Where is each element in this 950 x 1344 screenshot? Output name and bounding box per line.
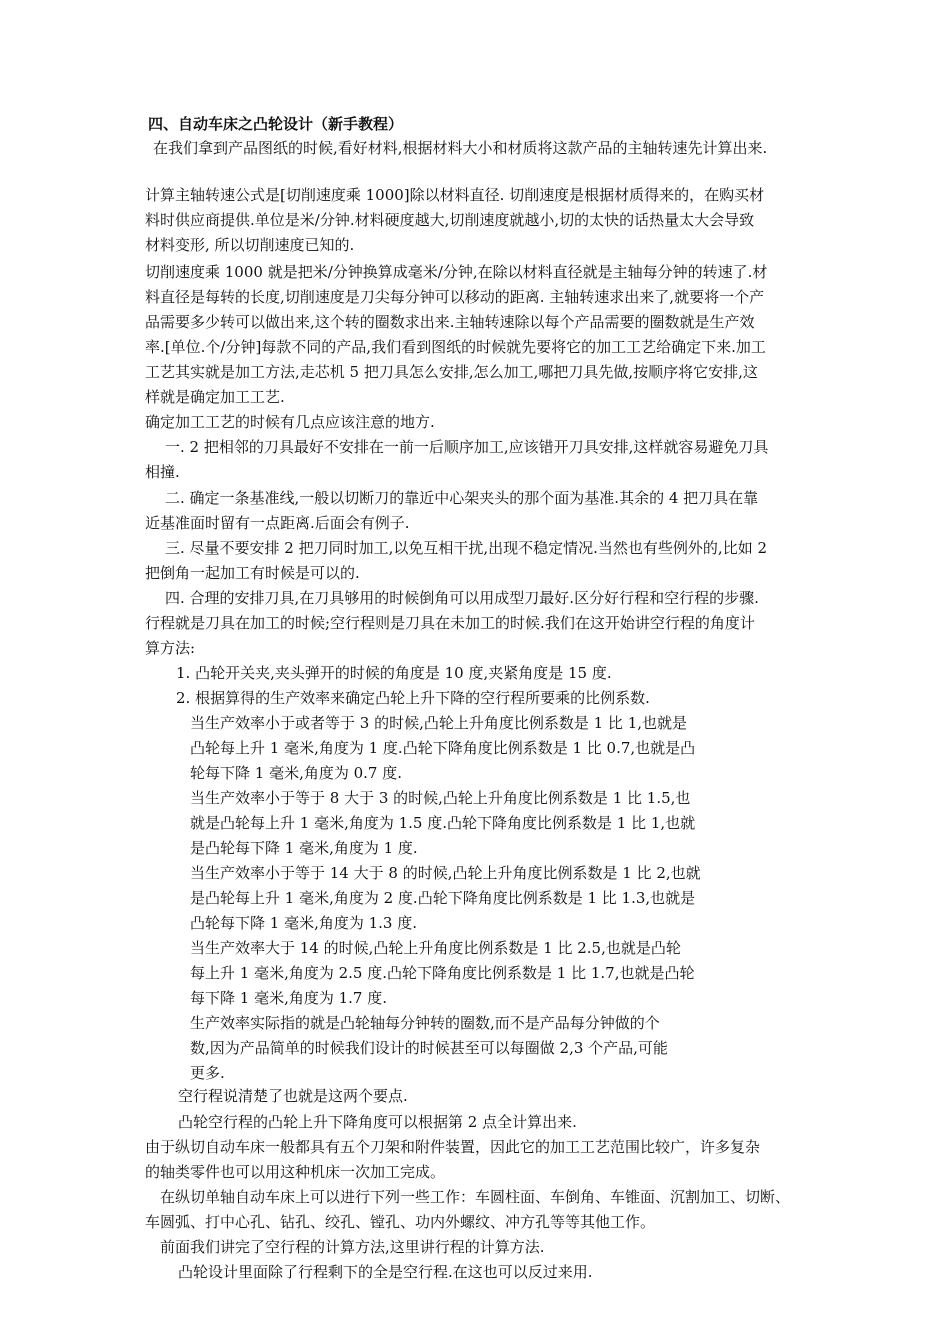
paragraph-line: 材料变形, 所以切削速度已知的. (145, 236, 355, 254)
paragraph-line: 车圆弧、打中心孔、钻孔、绞孔、镗孔、功内外螺纹、冲方孔等等其他工作。 (145, 1213, 656, 1231)
point-two-line: 近基准面时留有一点距离.后面会有例子. (145, 514, 410, 532)
paragraph-line: 计算主轴转速公式是[切削速度乘 1000]除以材料直径. 切削速度是根据材质得来的，在购买材 (145, 186, 765, 204)
paragraph-line: 料时供应商提供.单位是米/分钟.材料硬度越大,切削速度就越小,切的太快的话热量太大会导致 (145, 211, 755, 229)
paragraph-line: 样就是确定加工工艺. (145, 388, 285, 406)
paragraph-line: 前面我们讲完了空行程的计算方法,这里讲行程的计算方法. (160, 1238, 545, 1256)
case-line: 当生产效率小于等于 8 大于 3 的时候,凸轮上升角度比例系数是 1 比 1.5,也 (190, 789, 691, 807)
case-line: 更多. (190, 1064, 225, 1082)
case-line: 就是凸轮每上升 1 毫米,角度为 1.5 度.凸轮下降角度比例系数是 1 比 1,也就 (190, 814, 696, 832)
point-three-line: 把倒角一起加工有时候是可以的. (145, 564, 360, 582)
paragraph-line: 切削速度乘 1000 就是把米/分钟换算成毫米/分钟,在除以材料直径就是主轴每分钟的转速了.材 (145, 263, 768, 281)
paragraph-line: 率.[单位.个/分钟]每款不同的产品,我们看到图纸的时候就先要将它的加工工艺给确定下来.加工 (145, 338, 766, 356)
intro-paragraph: 在我们拿到产品图纸的时候,看好材料,根据材料大小和材质将这款产品的主轴转速先计算出来. (153, 139, 768, 157)
summary-line: 凸轮空行程的凸轮上升下降角度可以根据第 2 点全计算出来. (178, 1113, 577, 1131)
case-line: 轮每下降 1 毫米,角度为 0.7 度. (190, 764, 403, 782)
point-four-line: 算方法: (145, 639, 196, 657)
summary-line: 空行程说清楚了也就是这两个要点. (178, 1087, 408, 1105)
paragraph-line: 料直径是每转的长度,切削速度是刀尖每分钟可以移动的距离. 主轴转速求出来了,就要将一个产 (145, 288, 765, 306)
point-four-line: 行程就是刀具在加工的时候;空行程则是刀具在未加工的时候.我们在这开始讲空行程的角度计 (145, 614, 755, 632)
paragraph-line: 品需要多少转可以做出来,这个转的圈数求出来.主轴转速除以每个产品需要的圈数就是生产效 (145, 313, 755, 331)
sub-item-one: 1. 凸轮开关夹,夹头弹开的时候的角度是 10 度,夹紧角度是 15 度. (176, 664, 612, 682)
paragraph-line: 由于纵切自动车床一般都具有五个刀架和附件装置，因此它的加工工艺范围比较广，许多复杂 (145, 1138, 761, 1156)
case-line: 凸轮每下降 1 毫米,角度为 1.3 度. (190, 914, 418, 932)
case-line: 生产效率实际指的就是凸轮轴每分钟转的圈数,而不是产品每分钟做的个 (190, 1014, 660, 1032)
case-line: 当生产效率小于等于 14 大于 8 的时候,凸轮上升角度比例系数是 1 比 2,也就 (190, 864, 701, 882)
case-line: 是凸轮每下降 1 毫米,角度为 1 度. (190, 839, 418, 857)
paragraph-line: 工艺其实就是加工方法,走芯机 5 把刀具怎么安排,怎么加工,哪把刀具先做,按顺序将它安排,这 (145, 363, 758, 381)
point-one-line: 相撞. (145, 463, 180, 481)
paragraph-line: 的轴类零件也可以用这种机床一次加工完成。 (145, 1163, 446, 1181)
case-line: 当生产效率小于或者等于 3 的时候,凸轮上升角度比例系数是 1 比 1,也就是 (190, 714, 688, 732)
notes-heading: 确定加工工艺的时候有几点应该注意的地方. (145, 413, 435, 431)
case-line: 每上升 1 毫米,角度为 2.5 度.凸轮下降角度比例系数是 1 比 1.7,也就是凸轮 (190, 964, 695, 982)
sub-item-two: 2. 根据算得的生产效率来确定凸轮上升下降的空行程所要乘的比例系数. (176, 689, 650, 707)
point-four-line: 四. 合理的安排刀具,在刀具够用的时候倒角可以用成型刀最好.区分好行程和空行程的步骤. (165, 589, 759, 607)
point-three-line: 三. 尽量不要安排 2 把刀同时加工,以免互相干扰,出现不稳定情况.当然也有些例外的,比如 2 (165, 539, 768, 557)
paragraph-line: 在纵切单轴自动车床上可以进行下列一些工作：车圆柱面、车倒角、车锥面、沉割加工、切断、 (160, 1188, 791, 1206)
case-line: 每下降 1 毫米,角度为 1.7 度. (190, 989, 388, 1007)
point-two-line: 二. 确定一条基准线,一般以切断刀的靠近中心架夹头的那个面为基准.其余的 4 把刀具在靠 (165, 489, 759, 507)
case-line: 凸轮每上升 1 毫米,角度为 1 度.凸轮下降角度比例系数是 1 比 0.7,也就是凸 (190, 739, 696, 757)
case-line: 是凸轮每上升 1 毫米,角度为 2 度.凸轮下降角度比例系数是 1 比 1.3,也就是 (190, 889, 696, 907)
document-title: 四、自动车床之凸轮设计（新手教程） (148, 115, 404, 133)
case-line: 当生产效率大于 14 的时候,凸轮上升角度比例系数是 1 比 2.5,也就是凸轮 (190, 939, 681, 957)
point-one-line: 一. 2 把相邻的刀具最好不安排在一前一后顺序加工,应该错开刀具安排,这样就容易避免刀具 (165, 438, 769, 456)
paragraph-line: 凸轮设计里面除了行程剩下的全是空行程.在这也可以反过来用. (178, 1263, 593, 1281)
case-line: 数,因为产品简单的时候我们设计的时候甚至可以每圈做 2,3 个产品,可能 (190, 1039, 668, 1057)
